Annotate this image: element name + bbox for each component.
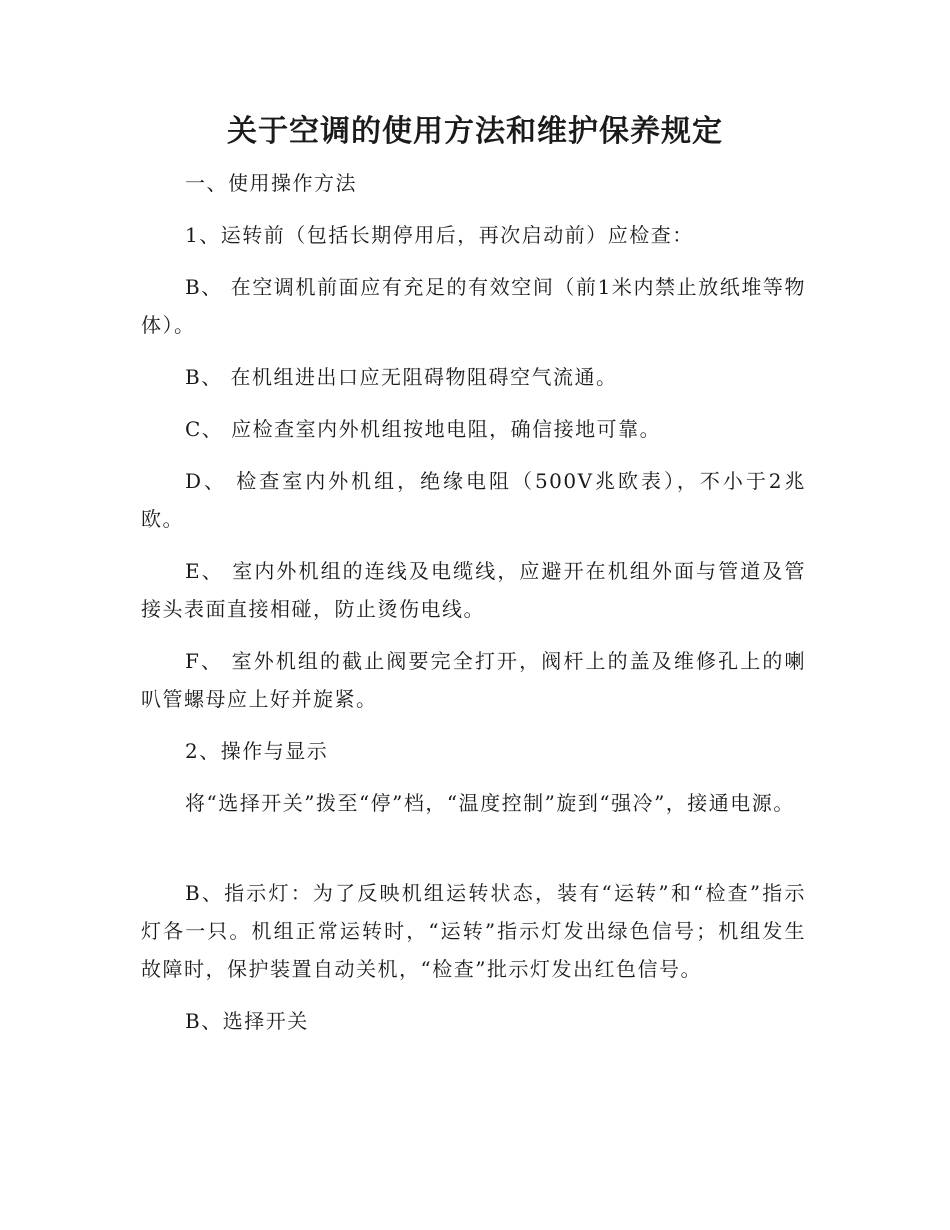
- section-heading-usage: 一、使用操作方法: [185, 171, 357, 195]
- paragraph-item-grounding: C、 应检查室内外机组按地电阻，确信接地可靠。: [185, 417, 662, 441]
- paragraph-item-insulation: D、 检查室内外机组，绝缘电阻（500V兆欧表），不小于2兆欧。: [141, 469, 806, 531]
- paragraph-pre-check: 1、运转前（包括长期停用后，再次启动前）应检查：: [185, 223, 694, 247]
- paragraph-item-valve: F、 室外机组的截止阀要完全打开，阀杆上的盖及维修孔上的喇叭管螺母应上好并旋紧。: [141, 649, 806, 711]
- paragraph-item-cables: E、 室内外机组的连线及电缆线，应避开在机组外面与管道及管接头表面直接相碰，防止烫伤电线。: [141, 559, 806, 621]
- paragraph-item-airflow: B、 在机组进出口应无阻碍物阻碍空气流通。: [185, 365, 618, 389]
- paragraph-power-on: 将“选择开关”拨至“停”档，“温度控制”旋到“强冷”，接通电源。: [185, 791, 795, 815]
- document-title: 关于空调的使用方法和维护保养规定: [227, 114, 723, 149]
- paragraph-indicator-lights: B、指示灯：为了反映机组运转状态，装有“运转”和“检查”指示灯各一只。机组正常运转时，“运转”指示灯发出绿色信号；机组发生故障时，保护装置自动关机，“检查”批示灯发出红色信号。: [141, 881, 806, 981]
- paragraph-select-switch: B、选择开关: [185, 1009, 309, 1033]
- section-heading-operation: 2、操作与显示: [185, 739, 329, 763]
- paragraph-item-space: B、 在空调机前面应有充足的有效空间（前1米内禁止放纸堆等物体）。: [141, 275, 806, 337]
